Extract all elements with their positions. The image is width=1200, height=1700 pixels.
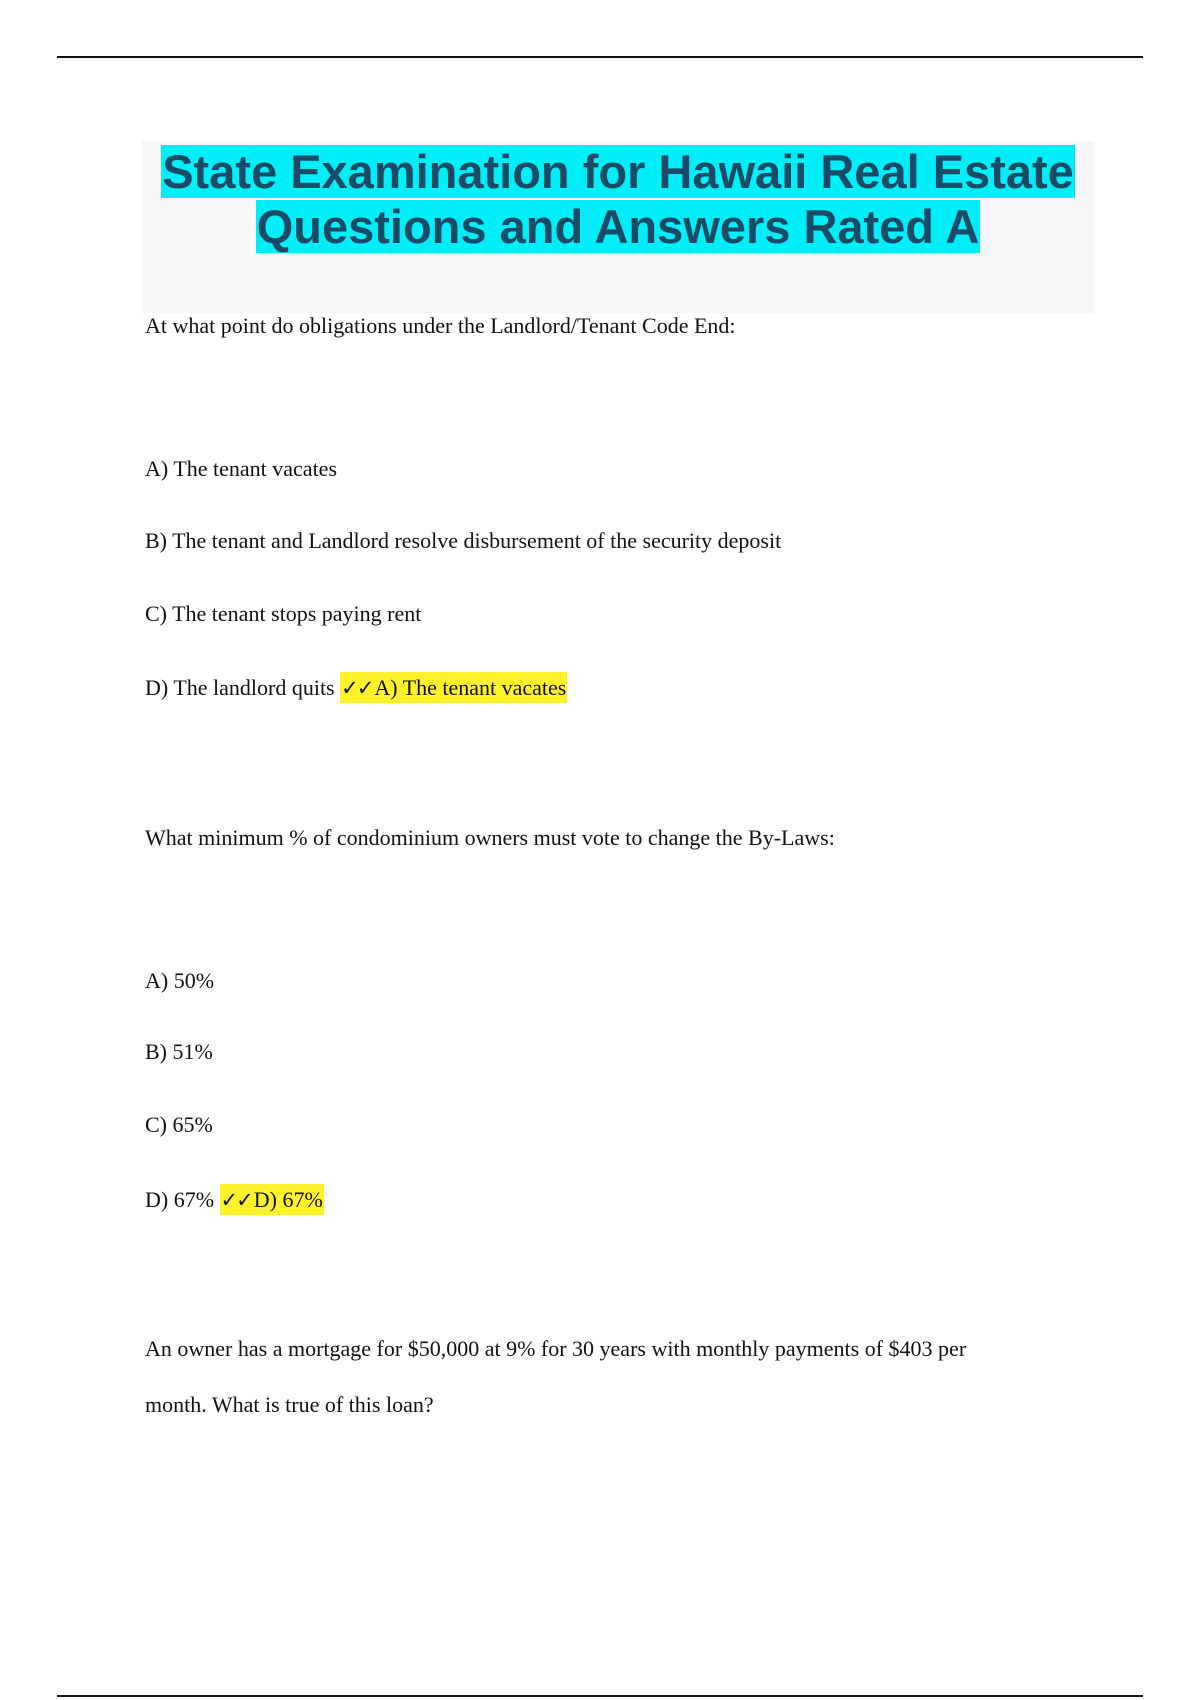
question-2-answer: D) 67%	[253, 1187, 323, 1212]
header-rule	[57, 56, 1143, 58]
question-1-text: At what point do obligations under the Landlord/Tenant Code End:	[145, 313, 736, 338]
question-1-option-a: A) The tenant vacates	[145, 456, 338, 481]
question-2-option-c: C) 65%	[145, 1112, 213, 1137]
question-2-option-b: B) 51%	[145, 1039, 213, 1064]
double-check-icon: ✓✓	[341, 676, 373, 700]
question-1-option-b: B) The tenant and Landlord resolve disbursement of the security deposit	[145, 528, 782, 553]
title-block	[142, 141, 1094, 313]
double-check-icon: ✓✓	[220, 1188, 252, 1212]
question-2-text: What minimum % of condominium owners must vote to change the By-Laws:	[145, 825, 835, 850]
question-2-option-a: A) 50%	[145, 968, 215, 993]
question-1-answer: A) The tenant vacates	[374, 675, 567, 700]
question-1-option-d: D) The landlord quits	[145, 675, 335, 700]
question-2-answer-highlight	[220, 1184, 324, 1215]
question-1-answer-highlight	[340, 672, 567, 703]
question-3-text-line-2: month. What is true of this loan?	[145, 1392, 434, 1417]
footer-rule	[57, 1695, 1143, 1697]
question-2-option-d: D) 67%	[145, 1187, 215, 1212]
question-1-option-d-row	[145, 675, 567, 701]
question-2-option-d-row	[145, 1187, 324, 1213]
question-1-option-c: C) The tenant stops paying rent	[145, 601, 422, 626]
document-title-line-1: State Examination for Hawaii Real Estate	[162, 145, 1074, 198]
question-3-text-line-1: An owner has a mortgage for $50,000 at 9% for 30 years with monthly payments of $403 per	[145, 1336, 967, 1361]
document-title-line-2: Questions and Answers Rated A	[256, 200, 980, 253]
